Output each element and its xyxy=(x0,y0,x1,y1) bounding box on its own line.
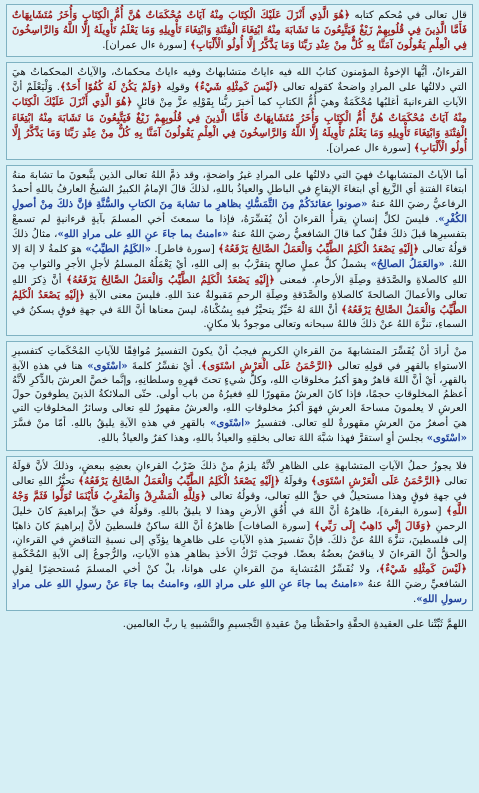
quran-verse: ﴿لَيْسَ كَمِثْلِهِ شَيْءٌ﴾ xyxy=(379,563,467,576)
body-text: بجلسَ أوِ استقرَّ فهذا شبَّهَ اللهَ تعالى بخلقِهِ والعياذُ باللهِ، وهذا كفرٌ والعياذُ باللهِ. xyxy=(97,433,427,445)
body-text: [سورة الصافات] ظاهرُهُ أنَّ اللهَ ساكنٌ فلسطينَ لأنَّ إبراهيمَ كانَ ذاهبًا إلى فلسطينَ، تنزَّهَ اللهُ عنْ ذلكَ. فإنَّ تفسيرَ هذهِ الآياتِ على ظاهرِها يؤدِّي إلى نسبةِ التناقضِ في القرءانِ، والحقُّ أنَّ القرءانَ لا يناقضُ بعضُهُ بعضًا. فوجبَ تَرْكُ الأخذِ بظاهرِ هذهِ الآياتِ، والرُّجوعُ إلى الآيةِ المُحْكَمةِ xyxy=(12,520,467,561)
body-text: قال تعالى في مُحكم كتابه xyxy=(350,10,467,21)
body-text: . فليسَ لكلِّ إنسانٍ يقرأُ القرءانَ أنْ يُفَسِّرَهُ، فإذا ما سمعتَ أخي المسلمَ بآيةٍ قرءانيةٍ لم تسمعْ بتفسيرِها قبلَ ذلكَ فقُلْ كما قالَ الشافعيُّ رضيَ اللهُ عنهُ xyxy=(12,214,468,241)
body-text: وقولَهُ xyxy=(280,475,312,487)
body-text: أنَّ ذِكرَ اللهِ تعالى والأعمالَ الصالحةَ كالصلاةِ والصَّدَقةِ وصِلَةِ الرحمِ مَقبولةٌ عندَ اللهِ. فليسَ معنى الآيةِ xyxy=(12,274,467,301)
quran-verse: ﴿الرَّحْمَنُ عَلَى الْعَرْشِ اسْتَوَى﴾ xyxy=(201,359,334,372)
quran-verse: ﴿وَقَالَ إِنِّي ذَاهِبٌ إِلَى رَبِّي﴾ xyxy=(314,519,432,532)
muhkam-block xyxy=(6,62,473,160)
body-text: [سورة ءال عمران]. xyxy=(102,40,191,52)
quran-verse: ﴿إِلَيْهِ يَصْعَدُ الْكَلِمُ الطَّيِّبُ وَالْعَمَلُ الصَّالِحُ يَرْفَعُهُ﴾ xyxy=(12,288,468,316)
quran-verse: ﴿لَيْسَ كَمِثْلِهِ شَيْءٌ﴾ xyxy=(194,81,279,94)
quran-verse: ﴿وَلِلَّهِ الْمَشْرِقُ وَالْمَغْرِبُ فَأَيْنَمَا تُوَلُّوا فَثَمَّ وَجْهُ اللَّهِ﴾ xyxy=(12,489,467,517)
body-text: بالقهرِ في هذهِ الآيةِ يليقُ باللهِ. أمّا منْ فسَّرَ xyxy=(12,418,211,430)
body-text: ، مثالُ ذلكَ قولُهُ تعالى xyxy=(12,229,468,256)
mutashabih-block xyxy=(6,165,473,336)
quran-verse: ﴿إِلَيْهِ يَصْعَدُ الْكَلِمُ الطَّيِّبُ وَالْعَمَلُ الصَّالِحُ يَرْفَعُهُ﴾ xyxy=(78,474,281,487)
ruju-paragraph xyxy=(12,460,467,608)
intro-paragraph xyxy=(12,8,467,53)
body-text: . وَلْيَعْلَمْ أنَّ الآياتِ القرءانيةَ أغلبُها مُحْكَمَةٌ وهيَ أُمُّ الكتابِ كما أخبرَ ربُّنا بِقَوْلِهِ عزَّ مِنْ قائلٍ xyxy=(12,82,467,109)
body-text: أنَّ اللهَ لهُ حَيِّزٌ يتحيَّزُ فيهِ بِسُكْناهُ، ليسَ معناها أنَّ اللهَ في جهةِ فوقٍ يسكنُ في السماءِ، تنزَّهَ اللهُ عنْ ذلكَ فاللهُ سبحانه وتعالى موجودٌ بلا مكانٍ. xyxy=(12,304,467,330)
body-text: [سورة فاطر]. xyxy=(150,244,219,256)
quoted-saying: «اسْتَوى» xyxy=(87,359,128,372)
body-text: . xyxy=(412,594,417,606)
body-text: تحيُّزُ اللهِ تعالى في جهةِ فوقٍ وهذا مستحيلٌ في حقِّ اللهِ تعالى، وقولُهُ تعالى xyxy=(12,475,467,502)
body-text: يشملُ كلَّ عملٍ صالحٍ يتقرَّبُ بهِ إلى اللهِ، أيْ يَعْمَلُهُ المسلمُ لأجلِ الأجرِ والثوابِ مِنَ اللهِ كالصلاةِ والصَّدَقةِ وصِلَةِ الأرحامِ. فمعنى xyxy=(12,259,467,286)
muhkam-paragraph xyxy=(12,66,467,156)
quoted-saying: «ءامنتُ بما جاءَ عنِ اللهِ على مرادِ اللهِ» xyxy=(57,228,229,241)
body-text: هوَ كلمةُ لا إلهَ إلا اللهُ. xyxy=(12,244,468,271)
closing-dua: اللهمَّ ثَبِّتْنا على العقيدةِ الحقَّةِ واحفَظْنا مِنْ عقيدةِ التَّجسيمِ والتَّشبيهِ يا ربَّ العالمين. xyxy=(122,619,467,631)
quran-verse: ﴿هُوَ الَّذِي أَنْزَلَ عَلَيْكَ الْكِتَابَ مِنْهُ آيَاتٌ مُحْكَمَاتٌ هُنَّ أُمُّ الْكِتَابِ وَأُخَرُ مُتَشَابِهَاتٌ فَأَمَّا الَّذِينَ فِي قُلُوبِهِمْ زَيْغٌ فَيَتَّبِعُونَ مَا تَشَابَهَ مِنْهُ ابْتِغَاءَ الْفِتْنَةِ وَابْتِغَاءَ تَأْوِيلِهِ وَمَا يَعْلَمُ تَأْوِيلَهُ إِلَّا اللَّهُ وَالرَّاسِخُونَ فِي الْعِلْمِ يَقُولُونَ آمَنَّا بِهِ كُلٌّ مِنْ عِنْدِ رَبِّنَا وَمَا يَذَّكَّرُ إِلَّا أُولُو الْأَلْبَابِ﴾ xyxy=(12,9,467,52)
quoted-saying: «اسْتَوى» xyxy=(210,417,251,430)
intro-block xyxy=(6,4,473,57)
body-text: هنا في هذهِ الآيةِ بالقهرِ، أيْ أنَّ اللهَ قاهرٌ وهوَ أكبرُ مخلوقاتِ اللهِ، وكلُّ شيءٍ تحتَ قهرِهِ وسلطانِهِ، وإنَّما خصَّ العرشَ بالذِّكرِ لأنَّهُ أعظمُ المخلوقاتِ حجمًا، فإذا كانَ العرشُ مقهورًا للهِ فغيرُهُ من باب أولى. حتّى الملائكةُ الذينَ يطوفونَ حولَ العرشِ لا يعلمونَ مساحةَ العرشِ فهوَ أكبرُ مخلوقاتِ اللهِ، والعرشُ مقهورٌ للهِ تعالى وسائرُ المخلوقاتِ التي هيَ أصغرُ منَ العرشِ مقهورةٌ للهِ تعالى. فتفسيرُ xyxy=(12,360,467,430)
body-text: القرءانُ، أيُّها الإخوةُ المؤمنون كتابُ الله فيه ءاياتٌ متشابهاتٌ وفيه ءاياتٌ محكماتٌ، والآياتُ المحكماتُ هيَ التي دلالتُها على المرادِ واضحةٌ كقولِه تعالى xyxy=(12,67,467,94)
mutashabih-paragraph xyxy=(12,169,467,332)
body-text: . أيْ نفسِّرُ كلمةَ xyxy=(127,360,202,372)
quran-verse: ﴿إِلَيْهِ يَصْعَدُ الْكَلِمُ الطَّيِّبُ وَالْعَمَلُ الصَّالِحُ يَرْفَعُهُ﴾ xyxy=(66,273,275,286)
istawa-block xyxy=(6,341,473,451)
quran-verse: ﴿الرَّحْمَنُ عَلَى الْعَرْشِ اسْتَوَى﴾ xyxy=(311,474,441,487)
quran-verse: ﴿إِلَيْهِ يَصْعَدُ الْكَلِمُ الطَّيِّبُ وَالْعَمَلُ الصَّالِحُ يَرْفَعُهُ﴾ xyxy=(218,243,419,256)
quran-verse: ﴿هُوَ الَّذِي أَنْزَلَ عَلَيْكَ الْكِتَابَ مِنْهُ آيَاتٌ مُحْكَمَاتٌ هُنَّ أُمُّ الْكِتَابِ وَأُخَرُ مُتَشَابِهَاتٌ فَأَمَّا الَّذِينَ فِي قُلُوبِهِمْ زَيْغٌ فَيَتَّبِعُونَ مَا تَشَابَهَ مِنْهُ ابْتِغَاءَ الْفِتْنَةِ وَابْتِغَاءَ تَأْوِيلِهِ وَمَا يَعْلَمُ تَأْوِيلَهُ إِلَّا اللَّهُ وَالرَّاسِخُونَ فِي الْعِلْمِ يَقُولُونَ آمَنَّا بِهِ كُلٌّ مِنْ عِنْدِ رَبِّنَا وَمَا يَذَّكَّرُ إِلَّا أُولُو الْأَلْبَابِ﴾ xyxy=(12,96,467,154)
quoted-saying: «ءامنتُ بما جاءَ عنِ اللهِ على مرادِ اللهِ، وءامنتُ بما جاءَ عنْ رسولِ اللهِ على مرادِ رسولِ اللهِ» xyxy=(12,578,467,606)
istawa-paragraph xyxy=(12,345,467,447)
quoted-saying: «والعَمَلُ الصالِحُ» xyxy=(370,258,445,271)
quran-verse: ﴿وَلَمْ يَكُنْ لَهُ كُفُوًا أَحَدٌ﴾ xyxy=(60,81,163,94)
body-text: ، ولا نُفَسِّرُ المُتشابِهَ منَ القرءانِ على هوانا، بلْ كنْ أخي المسلمَ مُستحضِرًا لِقولِ الشافعيِّ رضيَ اللهُ عنهُ xyxy=(12,564,467,591)
quoted-saying: «الكَلِمُ الطيِّبُ» xyxy=(85,243,151,256)
body-text: أما الآياتُ المتشابهاتُ فهيَ التي دلالتُها على المرادِ غيرُ واضحةٍ، وقد ذمَّ اللهُ تعالى الذين يتَّبعونَ ما تشابهَ منهُ ابتغاءَ الفتنةِ أي الزَّيغ أي ابتغاءَ الإيقاعِ في الباطلِ والعياذُ باللهِ، لذلكَ قالَ الإمامُ الكبيرُ الشيخُ العارفُ باللهِ أحمدُ الرفاعيُّ رضيَ اللهُ عنهُ xyxy=(12,169,468,211)
body-text: فلا يجوزُ حملُ الآياتِ المتشابهةِ على الظاهرِ لأنَّهُ يلزمُ منْ ذلكَ ضَرْبُ القرءانِ بعضِهِ ببعضٍ، وذلكَ لأنَّ قولَهُ تعالى xyxy=(12,460,467,487)
body-text: وقولِه xyxy=(162,82,194,94)
ruju-block xyxy=(6,456,473,612)
body-text: [سورة ءال عمران]. xyxy=(325,142,414,154)
body-text: منْ أرادَ أنْ يُفَسِّرَ المتشابهةَ منَ القرءانِ الكريمِ فيجبُ أنْ يكونَ التفسيرُ مُوافِقًا للآياتِ المُحْكَماتِ كتفسيرِ الاستواءِ بالقهرِ في قولِهِ تعالى xyxy=(12,345,467,372)
quoted-saying: «اسْتَوى» xyxy=(426,432,467,445)
quoted-saying: «صونوا عقائدَكُمْ مِنَ التَّمَسُّكِ بظاهرِ ما تشابهَ مِنَ الكتابِ والسُّنَّةِ فإنَّ ذلكَ مِنْ أصولِ الكُفْرِ» xyxy=(12,198,467,226)
body-text: [سورة البقرة]، ظاهرُهُ أنَّ اللهَ في أُفُقِ الأرضِ وهذا لا يليقُ باللهِ. وقولُهُ في حقِّ إبراهيمَ كانَ خليلَ الرحمنِ xyxy=(12,505,467,532)
